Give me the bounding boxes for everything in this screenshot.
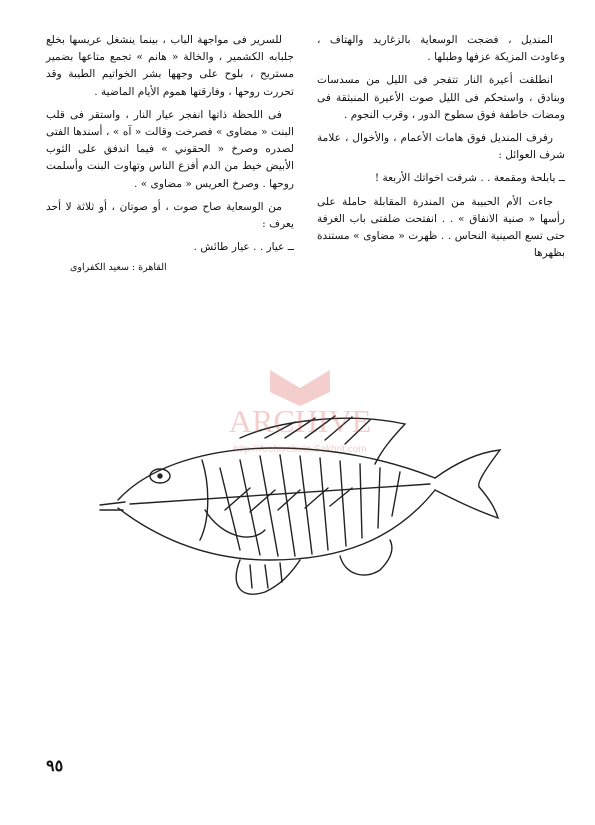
watermark-title: ARCHIVE [228,403,372,439]
paragraph: ــ عيار . . عيار طائش . [193,241,294,254]
paragraph: انطلقت أعيرة النار تتفجر فى الليل من مسدسات وبنادق ، واستحكم فى الليل صوت الأعيرة المنبثقة فى ومضات خاطفة فوق سطوح الدور ، وقرب النجوم . [317,74,565,121]
text-column-left [46,32,294,262]
paragraph: جاءت الأم الحبيبة من المندرة المقابلة حاملة على رأسها « صنية الانفاق » . . انفتحت ضلفتى باب الغرفة حتى تسع الصينية النحاس . . ظهرت « مضاوى » مستندة بظهرها [317,195,565,260]
text-column-right [317,32,565,268]
watermark-url: http://Archivebeta.Sakhrit.com [233,444,367,455]
paragraph: للسرير فى مواجهة الباب ، بينما ينشغل عريسها بخلع جلبابه الكشمير ، والخالة « هانم » تجمع متاعها بضمير مستريح ، بلوح على وجهها بشر الخواتيم الطيبة وقد تحررت روحها ، وفارقتها هموم الأيام الماضية . [46,34,294,98]
archive-watermark [190,362,410,462]
page-number: ٩٥ [46,756,64,775]
paragraph: ــ يابلحة ومقمعة . . شرفت اخواتك الأربعة ! [374,172,565,185]
paragraph: رفرف المنديل فوق هامات الأعمام ، والأخوال ، علامة شرف العوائل : [317,132,565,162]
paragraph: فى اللحظة ذاتها انفجر عيار النار ، واستقر فى قلب البنت « مضاوى » فصرخت وقالت « آه » ، أسندها الفتى لصدره وصرخ « الحقوني » فيما اندفق على الثوب الأبيض خيط من الدم أفزع الناس وتهاوت البنت وأسلمت روحها . وصرخ العريس « مضاوى » . [46,108,294,190]
paragraph: من الوسعاية صاح صوت ، أو صوتان ، أو ثلاثة لا أحد يعرف : [46,200,294,231]
author-signature: القاهرة : سعيد الكفراوى [70,262,167,273]
book-logo-icon [270,370,330,406]
paragraph: المنديل ، فضجت الوسعاية بالزغاريد والهتاف ، وعاودت المزيكة عزفها وطبلها . [317,34,565,64]
